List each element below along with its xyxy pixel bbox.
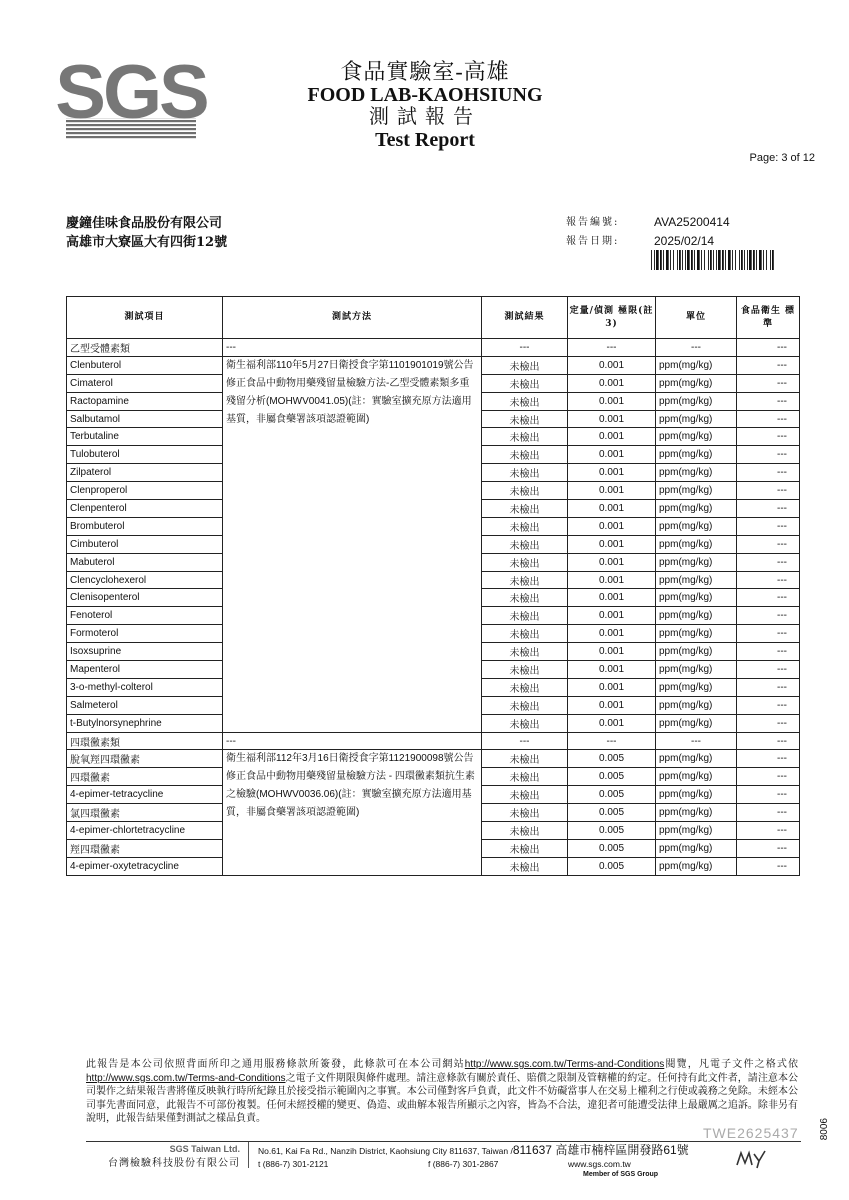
unit: ppm(mg/kg) [656,804,737,822]
page-number: Page: 3 of 12 [749,152,815,164]
test-result: 未檢出 [482,804,568,822]
disclaimer-text-b: 閱覽，凡電子文件之格式依 [664,1059,799,1070]
report-barcode [651,250,776,270]
test-result: 未檢出 [482,464,568,482]
report-title-en: Test Report [375,129,475,151]
test-item: Clenisopenterol [67,589,223,607]
food-standard: --- [737,392,800,410]
detection-limit: 0.005 [568,786,656,804]
test-item: Cimaterol [67,374,223,392]
detection-limit: 0.005 [568,768,656,786]
food-standard: --- [737,464,800,482]
table-row [67,356,800,374]
food-standard: --- [737,535,800,553]
test-result: 未檢出 [482,839,568,857]
category-row [67,732,800,750]
detection-limit: 0.001 [568,589,656,607]
header-limit: 定量/偵測 極限(註3) [568,297,656,339]
test-result: 未檢出 [482,750,568,768]
food-standard: --- [737,517,800,535]
lab-title-block [260,60,590,152]
test-method: 衛生福利部112年3月16日衛授食字第1121900098號公告修正食品中動物用藥殘留量檢驗方法 - 四環黴素類抗生素之檢驗(MOHWV0036.06)(註：實驗室擴充原方法適用基質，非屬食藥署該項認證範圍) [223,750,482,875]
header-method: 測試方法 [223,297,482,339]
test-item: Brombuterol [67,517,223,535]
food-standard: --- [737,661,800,679]
test-item: 3-o-methyl-colterol [67,678,223,696]
client-name: 慶鐘佳味食品股份有限公司 [66,216,223,231]
unit: ppm(mg/kg) [656,589,737,607]
fax: f (886-7) 301-2867 [428,1159,499,1169]
disclaimer-text-a: 此報告是本公司依照背面所印之通用服務條款所簽發，此條款可在本公司網站 [86,1059,465,1070]
detection-limit: 0.001 [568,535,656,553]
unit: ppm(mg/kg) [656,500,737,518]
category-cell: --- [737,732,800,750]
unit: ppm(mg/kg) [656,678,737,696]
test-item: Mabuterol [67,553,223,571]
category-cell: --- [656,732,737,750]
test-result: 未檢出 [482,446,568,464]
table-header-row [67,297,800,339]
food-standard: --- [737,696,800,714]
test-item: 羥四環黴素 [67,839,223,857]
category-cell: --- [568,339,656,357]
test-item: Mapenterol [67,661,223,679]
unit: ppm(mg/kg) [656,374,737,392]
food-standard: --- [737,625,800,643]
detection-limit: 0.001 [568,428,656,446]
food-standard: --- [737,553,800,571]
category-name: 四環黴素類 [67,732,223,750]
disclaimer [86,1058,798,1126]
test-item: Salbutamol [67,410,223,428]
test-item: 4-epimer-chlortetracycline [67,822,223,840]
unit: ppm(mg/kg) [656,607,737,625]
food-standard: --- [737,446,800,464]
food-standard: --- [737,571,800,589]
detection-limit: 0.001 [568,553,656,571]
category-cell: --- [656,339,737,357]
detection-limit: 0.001 [568,374,656,392]
test-result: 未檢出 [482,589,568,607]
terms-link[interactable]: http://www.sgs.com.tw/Terms-and-Conditions [464,1059,665,1070]
unit: ppm(mg/kg) [656,857,737,875]
unit: ppm(mg/kg) [656,553,737,571]
test-result: 未檢出 [482,643,568,661]
footer-divider [86,1141,801,1142]
unit: ppm(mg/kg) [656,750,737,768]
test-item: t-Butylnorsynephrine [67,714,223,732]
header-unit: 單位 [656,297,737,339]
detection-limit: 0.001 [568,678,656,696]
detection-limit: 0.001 [568,661,656,679]
food-standard: --- [737,589,800,607]
header-item: 測試項目 [67,297,223,339]
unit: ppm(mg/kg) [656,446,737,464]
header-result: 測試結果 [482,297,568,339]
test-result: 未檢出 [482,678,568,696]
test-result: 未檢出 [482,625,568,643]
address-cn: 811637 高雄市楠梓區開發路61號 [512,1143,689,1157]
unit: ppm(mg/kg) [656,786,737,804]
test-item: 氯四環黴素 [67,804,223,822]
unit: ppm(mg/kg) [656,517,737,535]
serial-number: TWE2625437 [703,1125,799,1141]
detection-limit: 0.005 [568,750,656,768]
report-date-label: 報告日期: [566,236,620,247]
detection-limit: 0.001 [568,482,656,500]
detection-limit: 0.005 [568,804,656,822]
unit: ppm(mg/kg) [656,356,737,374]
unit: ppm(mg/kg) [656,661,737,679]
category-cell: --- [223,339,482,357]
test-result: 未檢出 [482,535,568,553]
detection-limit: 0.001 [568,392,656,410]
test-item: Clencyclohexerol [67,571,223,589]
terms-link-electronic[interactable]: http://www.sgs.com.tw/Terms-and-Conditions [86,1072,286,1084]
detection-limit: 0.001 [568,625,656,643]
detection-limit: 0.001 [568,464,656,482]
food-standard: --- [737,356,800,374]
telephone: t (886-7) 301-2121 [258,1159,329,1169]
test-result: 未檢出 [482,661,568,679]
unit: ppm(mg/kg) [656,410,737,428]
test-item: Clenbuterol [67,356,223,374]
header-standard: 食品衛生 標準 [737,297,800,339]
food-standard: --- [737,643,800,661]
unit: ppm(mg/kg) [656,392,737,410]
test-result: 未檢出 [482,768,568,786]
test-item: 脫氧羥四環黴素 [67,750,223,768]
client-block [66,214,227,252]
detection-limit: 0.005 [568,857,656,875]
test-item: Salmeterol [67,696,223,714]
category-cell: --- [223,732,482,750]
member-of-sgs: Member of SGS Group [583,1171,659,1178]
detection-limit: 0.005 [568,839,656,857]
report-number: AVA25200414 [654,215,730,229]
test-result: 未檢出 [482,553,568,571]
test-item: Fenoterol [67,607,223,625]
food-standard: --- [737,750,800,768]
company-cn: 台灣檢驗科技股份有限公司 [108,1158,240,1169]
footer-address [258,1144,718,1171]
food-standard: --- [737,857,800,875]
company-en: SGS Taiwan Ltd. [169,1144,240,1154]
detection-limit: 0.001 [568,410,656,428]
food-standard: --- [737,714,800,732]
detection-limit: 0.001 [568,356,656,374]
unit: ppm(mg/kg) [656,822,737,840]
test-result: 未檢出 [482,482,568,500]
unit: ppm(mg/kg) [656,571,737,589]
sgs-logo [55,50,207,140]
category-cell: --- [482,732,568,750]
category-cell: --- [482,339,568,357]
report-number-label: 報告編號: [566,217,620,228]
food-standard: --- [737,678,800,696]
test-result: 未檢出 [482,374,568,392]
test-result: 未檢出 [482,392,568,410]
svg-text:SGS: SGS [55,50,207,135]
unit: ppm(mg/kg) [656,768,737,786]
lab-name-en: FOOD LAB-KAOHSIUNG [307,84,543,106]
detection-limit: 0.001 [568,571,656,589]
food-standard: --- [737,822,800,840]
test-item: Zilpaterol [67,464,223,482]
detection-limit: 0.001 [568,643,656,661]
test-result: 未檢出 [482,607,568,625]
detection-limit: 0.001 [568,500,656,518]
address-en: No.61, Kai Fa Rd., Nanzih District, Kaohsiung City 811637, Taiwan / [258,1146,513,1156]
category-cell: --- [568,732,656,750]
food-standard: --- [737,374,800,392]
food-standard: --- [737,839,800,857]
signature-mark [735,1149,767,1169]
test-item: Terbutaline [67,428,223,446]
detection-limit: 0.001 [568,607,656,625]
test-result: 未檢出 [482,428,568,446]
test-item: Ractopamine [67,392,223,410]
test-result: 未檢出 [482,857,568,875]
test-method: 衛生福利部110年5月27日衛授食字第1101901019號公告修正食品中動物用藥殘留量檢驗方法-乙型受體素類多重殘留分析(MOHWV0041.05)(註：實驗室擴充原方法適用基質，非屬食藥署該項認證範圍) [223,356,482,732]
food-standard: --- [737,607,800,625]
unit: ppm(mg/kg) [656,714,737,732]
report-date: 2025/02/14 [654,234,715,248]
detection-limit: 0.001 [568,714,656,732]
website: www.sgs.com.tw [568,1159,631,1169]
footer-company [106,1144,240,1169]
food-standard: --- [737,804,800,822]
test-item: Clenproperol [67,482,223,500]
unit: ppm(mg/kg) [656,482,737,500]
unit: ppm(mg/kg) [656,428,737,446]
test-item: Clenpenterol [67,500,223,518]
food-standard: --- [737,768,800,786]
food-standard: --- [737,410,800,428]
unit: ppm(mg/kg) [656,643,737,661]
test-result: 未檢出 [482,822,568,840]
detection-limit: 0.005 [568,822,656,840]
unit: ppm(mg/kg) [656,696,737,714]
test-item: Tulobuterol [67,446,223,464]
test-item: 4-epimer-oxytetracycline [67,857,223,875]
disclaimer-text-c: 之電子文件期限與條件處理。請注意條款有關於責任、賠償之限制及管轄權的約定。任何持有此文件者，請注意本公司製作之結果報告書將僅反映執行時所紀錄且於接受指示範圍內之事實。本公司僅對客戶負責，此文件不妨礙當事人在交易上權利之行使或義務之免除。未經本公司事先書面同意，此報告不可部份複製。任何未經授權的變更、偽造、或曲解本報告所顯示之內容，皆為不合法，違犯者可能遭受法律上最嚴厲之追訴。除非另有說明，此報告結果僅對測試之樣品負責。 [86,1072,798,1124]
test-item: 4-epimer-tetracycline [67,786,223,804]
unit: ppm(mg/kg) [656,839,737,857]
results-table-wrap [66,296,799,876]
detection-limit: 0.001 [568,517,656,535]
category-name: 乙型受體素類 [67,339,223,357]
report-title-cn: 測試報告 [369,106,481,128]
client-address: 高雄市大寮區大有四街12號 [66,235,228,250]
test-result: 未檢出 [482,696,568,714]
test-result: 未檢出 [482,571,568,589]
table-row [67,750,800,768]
unit: ppm(mg/kg) [656,535,737,553]
results-table [66,296,800,876]
test-result: 未檢出 [482,786,568,804]
test-item: Formoterol [67,625,223,643]
side-code: 8006 [819,1118,830,1141]
unit: ppm(mg/kg) [656,625,737,643]
category-row [67,339,800,357]
test-item: Isoxsuprine [67,643,223,661]
food-standard: --- [737,482,800,500]
test-result: 未檢出 [482,500,568,518]
test-result: 未檢出 [482,714,568,732]
food-standard: --- [737,786,800,804]
lab-name-cn: 食品實驗室-高雄 [340,59,510,84]
detection-limit: 0.001 [568,446,656,464]
category-cell: --- [737,339,800,357]
detection-limit: 0.001 [568,696,656,714]
report-meta [566,213,730,251]
test-result: 未檢出 [482,517,568,535]
food-standard: --- [737,500,800,518]
unit: ppm(mg/kg) [656,464,737,482]
test-result: 未檢出 [482,356,568,374]
food-standard: --- [737,428,800,446]
test-item: Cimbuterol [67,535,223,553]
footer-vertical-divider [248,1142,249,1168]
test-result: 未檢出 [482,410,568,428]
test-item: 四環黴素 [67,768,223,786]
